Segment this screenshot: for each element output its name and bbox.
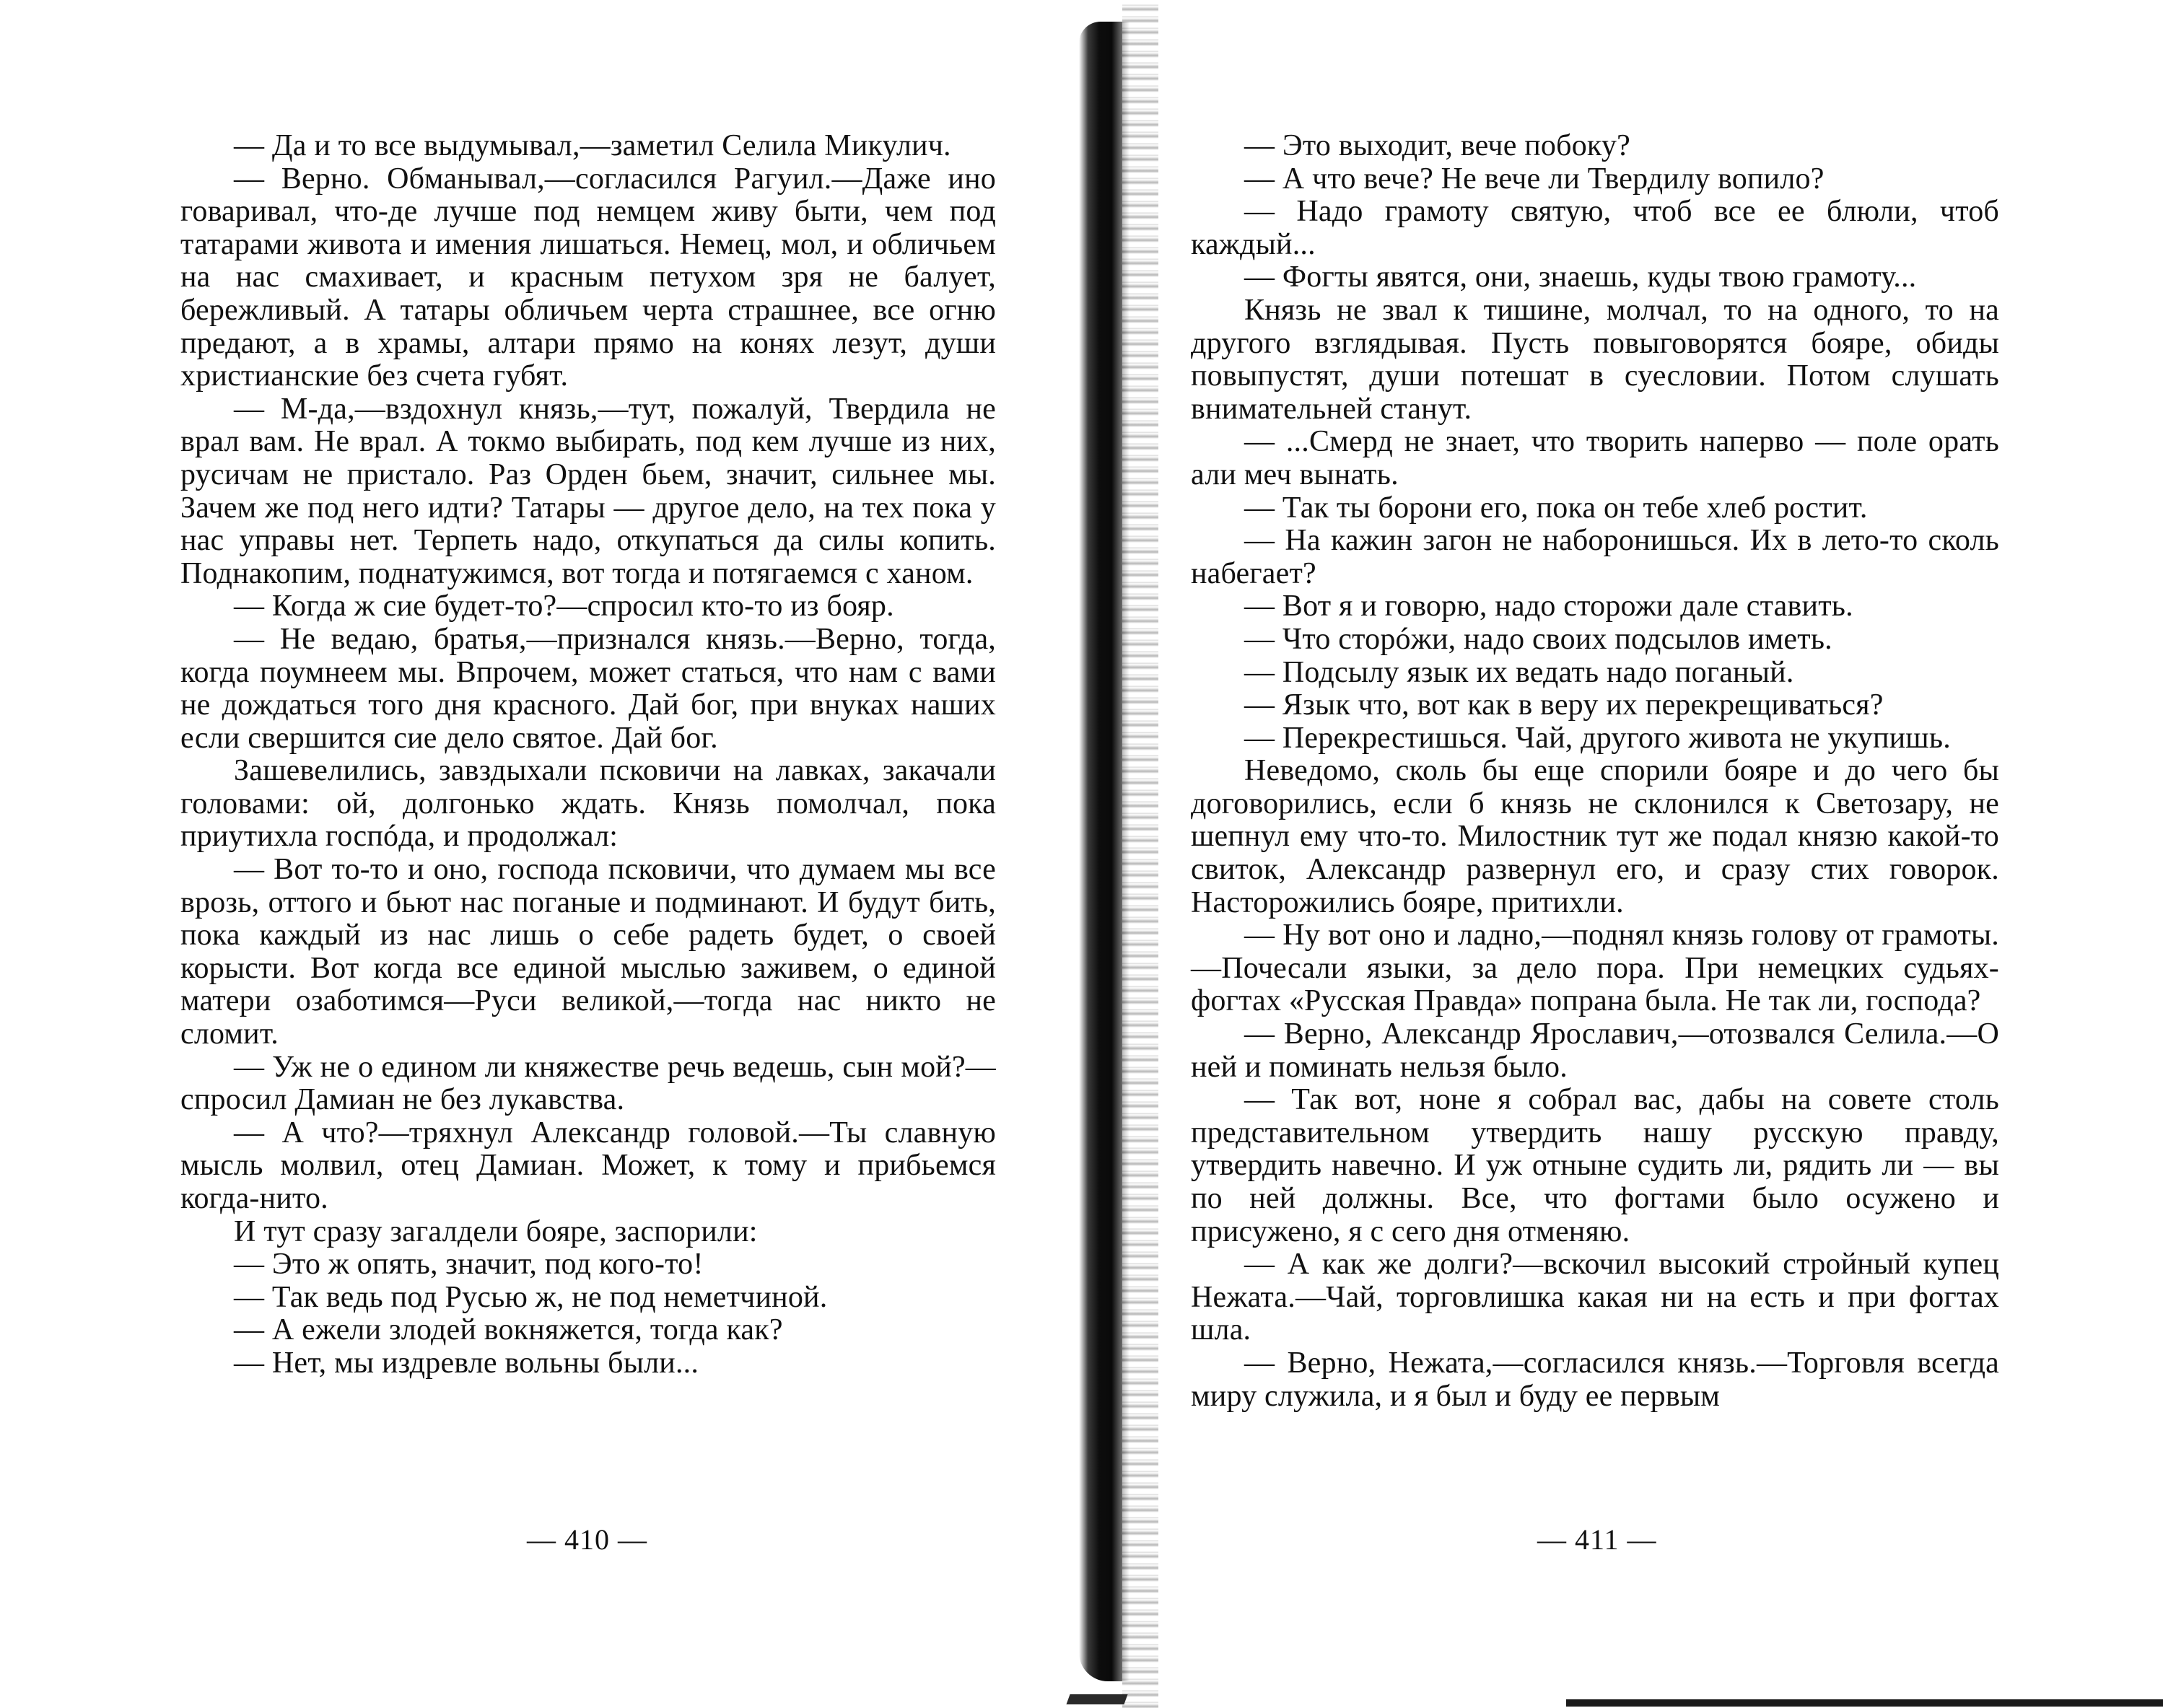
paragraph: — Так вот, ноне я собрал вас, дабы на совете столь представительном утвердить нашу русскую правду, утвердить навечно. И уж отныне судить ли, рядить ли — вы по ней должны. Все, что фогтами было осужено и присужено, я с сего дня отменяю. bbox=[1191, 1083, 1999, 1248]
paragraph: — Надо грамоту святую, чтоб все ее блюли, чтоб каждый... bbox=[1191, 195, 1999, 261]
paragraph: — Верно. Обманывал,—согласился Рагуил.—Даже ино говаривал, что-де лучше под немцем живу быти, чем под татарами живота и имения лишаться. Немец, мол, и обличьем на нас смахивает, и красным петухом зря не балует, бережливый. А татары обличьем черта страшнее, все огню предают, а в храмы, алтари прямо на конях лезут, души христианские без счета губят. bbox=[180, 162, 996, 393]
left-page bbox=[0, 0, 1068, 1708]
paragraph: — Фогты явятся, они, знаешь, куды твою грамоту... bbox=[1244, 260, 1917, 294]
paragraph: — Язык что, вот как в веру их перекрещиваться? bbox=[1244, 688, 1884, 722]
paragraph: — Да и то все выдумывал,—заметил Селила Микулич. bbox=[234, 129, 951, 162]
paragraph: — Что сторóжи, надо своих подсылов иметь. bbox=[1244, 622, 1832, 656]
paragraph: — Так ведь под Русью ж, не под неметчиной. bbox=[234, 1280, 828, 1314]
paragraph: — А ежели злодей вокняжется, тогда как? bbox=[234, 1313, 783, 1347]
paragraph: — Нет, мы издревле вольны были... bbox=[234, 1346, 699, 1380]
paragraph: — А как же долги?—вскочил высокий стройный купец Нежата.—Чай, торговлишка какая ни на есть и при фогтах шла. bbox=[1191, 1248, 1999, 1347]
paragraph: — На кажин загон не наборонишься. Их в лето-то сколь набегает? bbox=[1191, 524, 1999, 590]
paragraph: — Перекрестишься. Чай, другого живота не укупишь. bbox=[1244, 721, 1951, 755]
paragraph: — Верно, Александр Ярославич,—отозвался Селила.—О ней и поминать нельзя было. bbox=[1191, 1017, 1999, 1084]
paragraph: — А что вече? Не вече ли Твердилу вопило? bbox=[1244, 162, 1825, 196]
paragraph: — ...Смерд не знает, что творить наперво — поле орать али меч вынать. bbox=[1191, 425, 1999, 491]
paragraph: — Когда ж сие будет-то?—спросил кто-то из бояр. bbox=[234, 590, 894, 623]
paragraph: — Вот то-то и оно, господа псковичи, что думаем мы все врозь, оттого и бьют нас поганые и подминают. И будут бить, пока каждый из нас лишь о себе радеть будет, о своей корысти. Вот когда все единой мыслью заживем, о единой матери озаботимся—Руси великой,—тогда нас никто не сломит. bbox=[180, 853, 996, 1051]
paragraph: — М-да,—вздохнул князь,—тут, пожалуй, Твердила не врал вам. Не врал. А токмо выбирать, под кем лучше из них, русичам не пристало. Раз Орден бьем, значит, сильнее мы. Зачем же под него идти? Татары — другое дело, на тех пока у нас управы нет. Терпеть надо, откупаться да силы копить. Поднакопим, поднатужимся, вот тогда и потягаемся с ханом. bbox=[180, 392, 996, 590]
page-number: — 410 — bbox=[527, 1523, 647, 1556]
paragraph: — Уж не о едином ли княжестве речь ведешь, сын мой?—спросил Дамиан не без лукавства. bbox=[180, 1050, 996, 1117]
paragraph: — Подсылу язык их ведать надо поганый. bbox=[1244, 655, 1794, 689]
paragraph: — Так ты борони его, пока он тебе хлеб ростит. bbox=[1244, 491, 1868, 525]
scan-bottom-edge bbox=[1566, 1699, 2163, 1707]
paragraph: — Ну вот оно и ладно,—поднял князь голову от грамоты.—Почесали языки, за дело пора. При немецких судьях-фогтах «Русская Правда» попрана была. Не так ли, господа? bbox=[1191, 919, 1999, 1018]
paragraph: — Не ведаю, братья,—признался князь.—Верно, тогда, когда поумнеем мы. Впрочем, может статься, что нам с вами не дождаться того дня красного. Дай бог, при внуках наших если свершится сие дело святое. Дай бог. bbox=[180, 622, 996, 755]
paragraph: Неведомо, сколь бы еще спорили бояре и до чего бы договорились, если б князь не склонился к Светозару, не шепнул ему что-то. Милостник тут же подал князю какой-то свиток, Александр развернул его, и сразу стих говорок. Насторожились бояре, притихли. bbox=[1191, 754, 1999, 919]
paragraph: — Это ж опять, значит, под кого-то! bbox=[234, 1248, 704, 1282]
paragraph: — Вот я и говорю, надо сторожи дале ставить. bbox=[1244, 590, 1853, 623]
paragraph: — А что?—тряхнул Александр головой.—Ты славную мысль молвил, отец Дамиан. Может, к тому и прибьемся когда-нито. bbox=[180, 1116, 996, 1215]
paragraph: Князь не звал к тишине, молчал, то на одного, то на другого взглядывая. Пусть повыговорятся бояре, обиды повыпустят, души потешат в суесловии. Потом слушать внимательней станут. bbox=[1191, 293, 1999, 426]
scan-edge-mark bbox=[1066, 1694, 1127, 1704]
left-page-text bbox=[180, 130, 996, 1380]
paragraph: И тут сразу загалдели бояре, заспорили: bbox=[234, 1214, 758, 1248]
page-number: — 411 — bbox=[1537, 1523, 1657, 1556]
paragraph: Зашевелились, завздыхали псковичи на лавках, закачали головами: ой, долгонько ждать. Князь помолчал, пока приутихла госпóда, и продолжал: bbox=[180, 754, 996, 854]
paragraph: — Верно, Нежата,—согласился князь.—Торговля всегда миру служила, и я был и буду ее первым bbox=[1191, 1346, 1999, 1413]
paragraph: — Это выходит, вече побоку? bbox=[1244, 129, 1630, 162]
right-page bbox=[1097, 0, 2163, 1708]
right-page-text bbox=[1191, 130, 1999, 1413]
